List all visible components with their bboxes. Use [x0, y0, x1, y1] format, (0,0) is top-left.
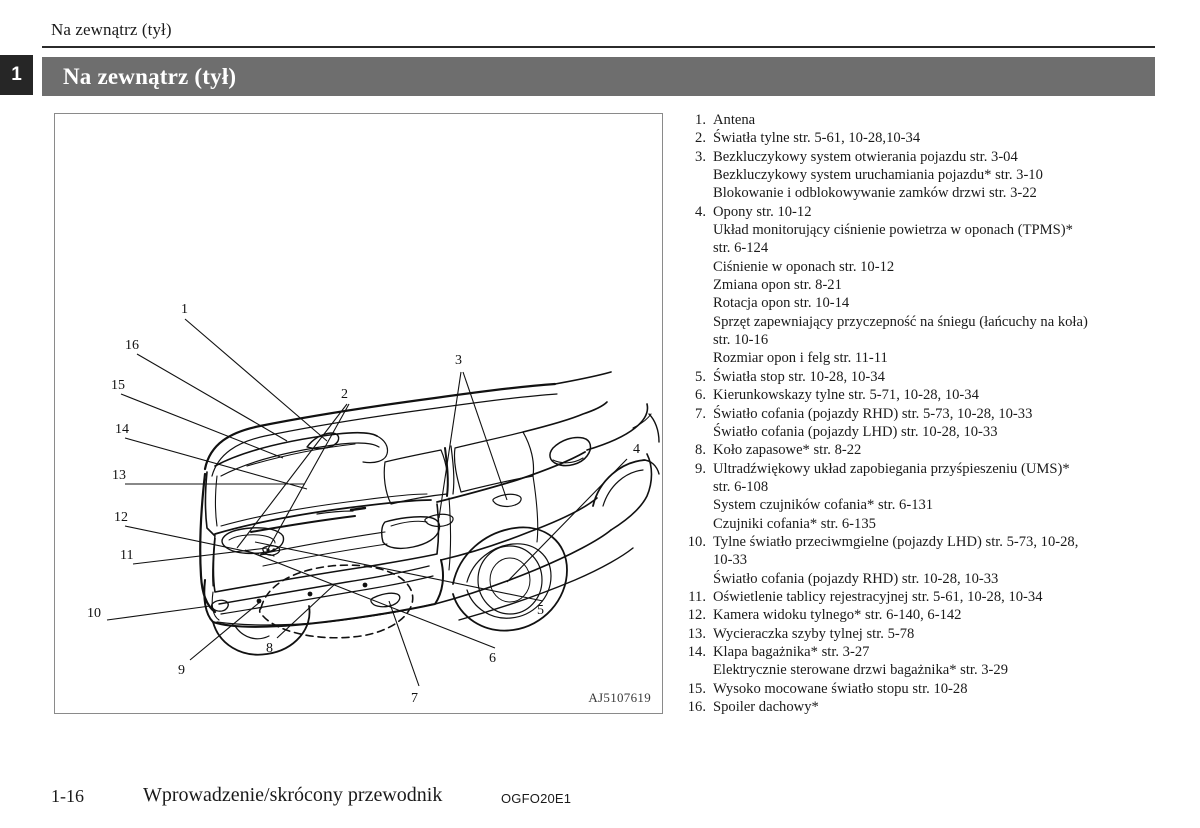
legend-item-text	[713, 148, 1181, 203]
legend-item	[681, 368, 1181, 386]
svg-text:5: 5	[537, 603, 544, 618]
legend-item-number: 5.	[695, 368, 706, 385]
svg-text:12: 12	[114, 510, 128, 525]
header-divider	[42, 46, 1155, 48]
legend-item	[681, 129, 1181, 147]
legend-item-line: str. 10-16	[713, 332, 769, 349]
svg-text:4: 4	[633, 442, 640, 457]
legend-item	[681, 606, 1181, 624]
footer-document-code: OGFO20E1	[501, 791, 572, 806]
svg-text:2: 2	[341, 387, 348, 402]
legend-item-line: Spoiler dachowy*	[713, 699, 819, 715]
figure-code: AJ5107619	[588, 690, 651, 705]
legend-item-line: Zmiana opon str. 8-21	[713, 277, 842, 294]
legend-item-line: Bezkluczykowy system otwierania pojazdu str. 3-04	[713, 148, 1018, 165]
legend-item-line: Kamera widoku tylnego* str. 6-140, 6-142	[713, 607, 962, 624]
legend-item-line: Światło cofania (pojazdy LHD) str. 10-28, 10-33	[713, 423, 998, 440]
legend-item	[681, 441, 1181, 459]
legend-item-text	[713, 588, 1181, 606]
legend-item-text	[713, 203, 1181, 368]
callout-labels	[87, 302, 640, 706]
legend-item-line: Elektrycznie sterowane drzwi bagażnika* str. 3-29	[713, 662, 1009, 679]
chapter-number-tab: 1	[0, 55, 33, 95]
legend-item-line: Wysoko mocowane światło stopu str. 10-28	[713, 680, 968, 697]
legend-item-line: Czujniki cofania* str. 6-135	[713, 515, 876, 532]
legend-item-text	[713, 111, 1181, 129]
figure-container	[54, 113, 663, 714]
legend-item-text	[713, 606, 1181, 624]
legend-item-number: 8.	[695, 442, 706, 459]
svg-text:10: 10	[87, 606, 101, 621]
legend-item-line: System czujników cofania* str. 6-131	[713, 497, 934, 514]
component-legend-list	[681, 111, 1181, 716]
legend-item-number: 11.	[688, 588, 706, 605]
legend-item	[681, 643, 1181, 680]
legend-item-number: 13.	[687, 625, 706, 642]
legend-item-line: Ciśnienie w oponach str. 10-12	[713, 258, 895, 275]
legend-item-number: 14.	[687, 643, 706, 660]
legend-item-line: Kierunkowskazy tylne str. 5-71, 10-28, 10-34	[713, 387, 979, 404]
legend-item-number: 10.	[687, 533, 706, 550]
legend-item-line: 10-33	[713, 552, 748, 569]
legend-item	[681, 460, 1181, 533]
legend-item-line: str. 6-108	[713, 478, 769, 495]
legend-item	[681, 698, 1181, 716]
legend-item-number: 9.	[695, 460, 706, 477]
legend-item-text	[713, 533, 1181, 588]
legend-item-text	[713, 368, 1181, 386]
legend-item-text	[713, 625, 1181, 643]
svg-text:11: 11	[120, 548, 134, 563]
legend-item	[681, 386, 1181, 404]
legend-item-line: str. 6-124	[713, 240, 769, 257]
legend-item	[681, 405, 1181, 442]
legend-item	[681, 680, 1181, 698]
legend-item-number: 12.	[687, 607, 706, 624]
legend-item-number: 4.	[695, 203, 706, 220]
legend-item-number: 3.	[695, 148, 706, 165]
legend-item-line: Rotacja opon str. 10-14	[713, 295, 850, 312]
svg-text:13: 13	[112, 468, 126, 483]
legend-item-text	[713, 129, 1181, 147]
svg-text:7: 7	[411, 691, 418, 706]
legend-item-number: 7.	[695, 405, 706, 422]
svg-text:14: 14	[115, 422, 129, 437]
legend-item-text	[713, 698, 1181, 716]
legend-item-line: Światło cofania (pojazdy RHD) str. 10-28, 10-33	[713, 570, 999, 587]
legend-item-line: Bezkluczykowy system uruchamiania pojazdu* str. 3-10	[713, 167, 1043, 184]
legend-item-line: Oświetlenie tablicy rejestracyjnej str. 5-61, 10-28, 10-34	[713, 588, 1043, 605]
legend-item-line: Antena	[713, 112, 756, 128]
running-header: Na zewnątrz (tył)	[51, 20, 172, 39]
svg-text:6: 6	[489, 651, 496, 666]
legend-item-line: Światło cofania (pojazdy RHD) str. 5-73, 10-28, 10-33	[713, 405, 1033, 422]
legend-item-number: 2.	[695, 130, 706, 147]
section-title-bar	[42, 57, 1155, 96]
legend-item-number: 16.	[687, 699, 706, 715]
legend-item	[681, 533, 1181, 588]
legend-item-line: Tylne światło przeciwmgielne (pojazdy LHD) str. 5-73, 10-28,	[713, 533, 1079, 550]
svg-text:9: 9	[178, 663, 185, 678]
legend-item-line: Układ monitorujący ciśnienie powietrza w oponach (TPMS)*	[713, 222, 1073, 239]
svg-text:15: 15	[111, 378, 125, 393]
legend-item-line: Rozmiar opon i felg str. 11-11	[713, 350, 888, 367]
svg-text:8: 8	[266, 641, 273, 656]
legend-item	[681, 203, 1181, 368]
legend-item-number: 1.	[695, 112, 706, 128]
legend-item-number: 15.	[687, 680, 706, 697]
legend-item-line: Blokowanie i odblokowywanie zamków drzwi str. 3-22	[713, 185, 1037, 202]
legend-item	[681, 148, 1181, 203]
legend-item	[681, 111, 1181, 129]
legend-item-number: 6.	[695, 387, 706, 404]
svg-text:16: 16	[125, 338, 139, 353]
legend-item-line: Opony str. 10-12	[713, 203, 812, 220]
svg-text:1: 1	[181, 302, 188, 317]
legend-item-text	[713, 460, 1181, 533]
legend-item-line: Światła tylne str. 5-61, 10-28,10-34	[713, 130, 921, 147]
legend-item-line: Ultradźwiękowy układ zapobiegania przyśpieszeniu (UMS)*	[713, 460, 1070, 477]
legend-item-line: Sprzęt zapewniający przyczepność na śniegu (łańcuchy na koła)	[713, 313, 1088, 330]
vehicle-rear-diagram	[55, 114, 661, 712]
footer-page-number: 1-16	[51, 786, 84, 806]
legend-item	[681, 588, 1181, 606]
footer-section-name: Wprowadzenie/skrócony przewodnik	[143, 784, 443, 806]
svg-text:3: 3	[455, 353, 462, 368]
legend-item	[681, 625, 1181, 643]
page-title: Na zewnątrz (tył)	[63, 63, 237, 89]
legend-item-line: Światła stop str. 10-28, 10-34	[713, 368, 885, 385]
legend-item-text	[713, 680, 1181, 698]
legend-item-text	[713, 441, 1181, 459]
legend-item-line: Koło zapasowe* str. 8-22	[713, 442, 862, 459]
legend-item-text	[713, 643, 1181, 680]
legend-item-line: Klapa bagażnika* str. 3-27	[713, 643, 870, 660]
legend-item-text	[713, 386, 1181, 404]
legend-item-text	[713, 405, 1181, 442]
legend-item-line: Wycieraczka szyby tylnej str. 5-78	[713, 625, 915, 642]
